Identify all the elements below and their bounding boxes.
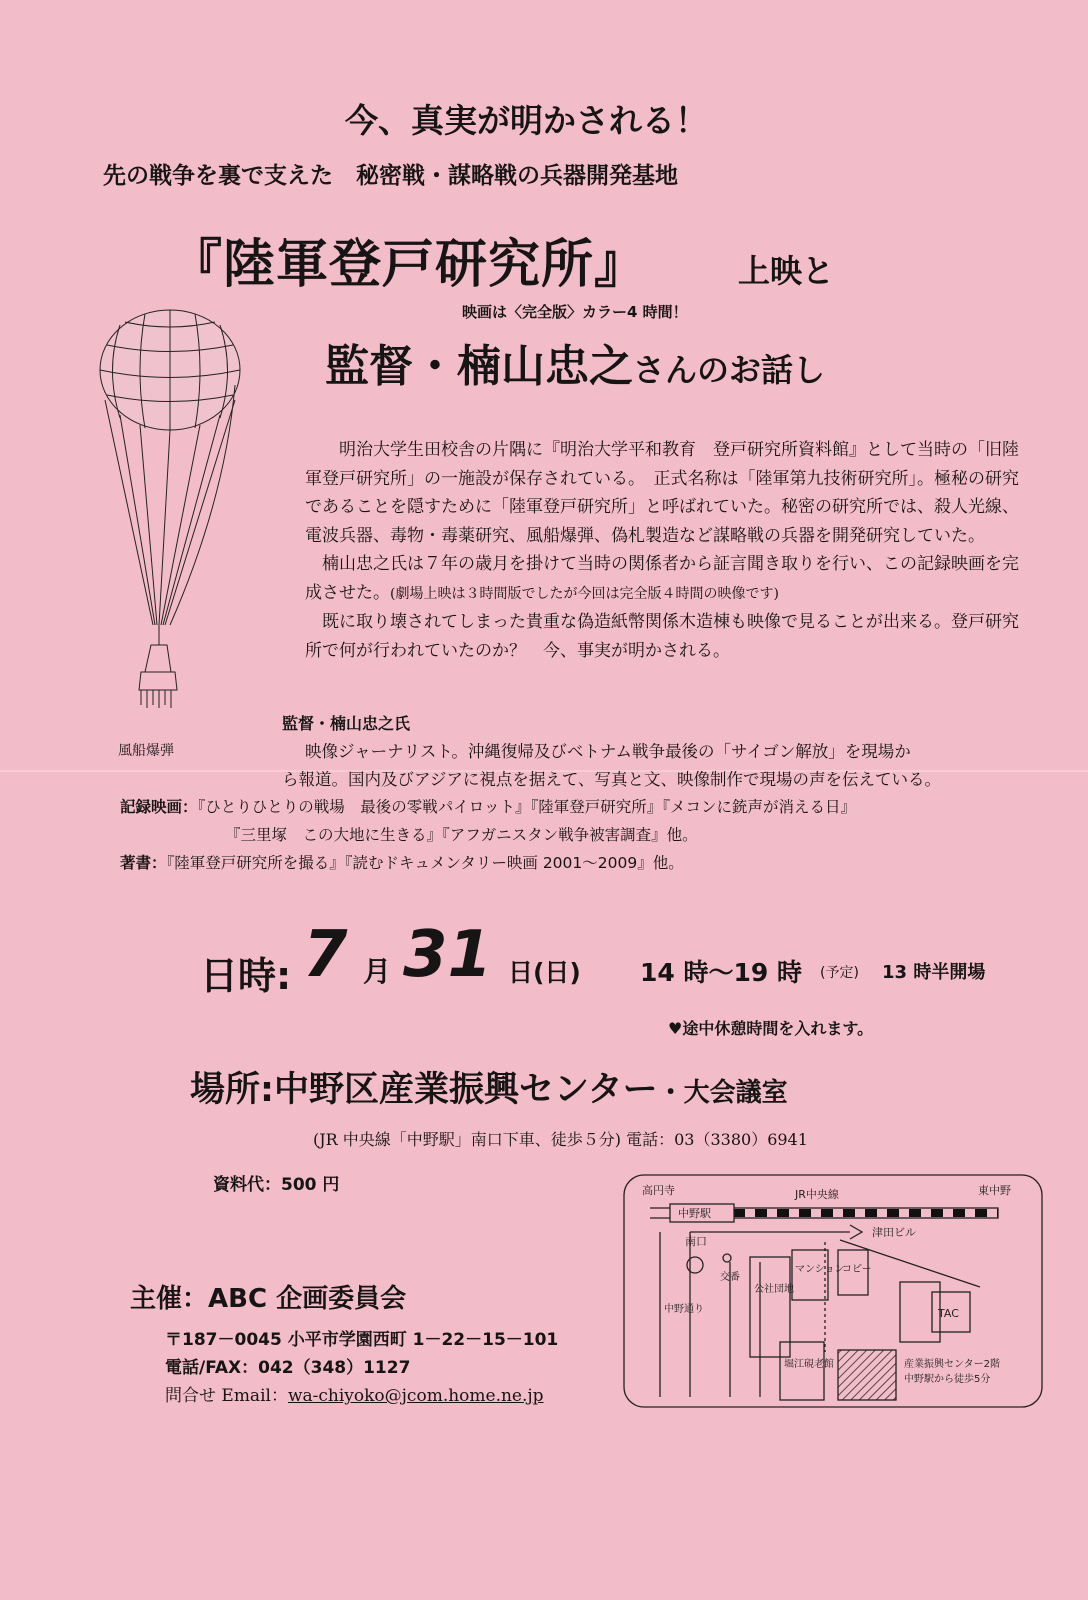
organizer-phone: 電話/FAX：042（348）1127: [165, 1358, 411, 1378]
director-bio-line2: ら報道。国内及びアジアに視点を据えて、写真と文、映像制作で現場の声を伝えている。: [282, 770, 942, 789]
map-tsuda-bldg: 津田ビル: [872, 1226, 916, 1239]
map-copy: コピー: [842, 1264, 872, 1275]
director-talk-name: 監督・楠山忠之: [325, 341, 633, 392]
map-jr-line: JR中央線: [795, 1188, 839, 1201]
venue-access: (JR 中央線「中野駅」南口下車、徒歩５分) 電話：03（3380）6941: [313, 1130, 808, 1149]
map-public-housing: 公社団地: [754, 1284, 794, 1295]
books-text: 『陸軍登戸研究所を撮る』『読むドキュメンタリー映画 2001～2009』他。: [166, 854, 684, 872]
access-map: [620, 1172, 1046, 1410]
date-day-unit: 日(日): [508, 958, 581, 987]
map-horie: 堀江硯老館: [784, 1359, 834, 1370]
balloon-caption: 風船爆弾: [118, 743, 174, 759]
films-label: 記録映画：: [120, 798, 198, 816]
map-mansion: マンション: [795, 1264, 845, 1275]
intro-paragraph-1: 明治大学生田校舎の片隅に『明治大学平和教育 登戸研究所資料館』として当時の「旧陸軍登戸研究所」の一施設が保存されている。 正式名称は「陸軍第九技術研究所」。極秘の研究であることを隠すために「陸軍登戸研究所」と呼ばれていた。秘密の研究所では、殺人光線、電波兵器、毒物・毒薬研究、風船爆弾、偽札製造など謀略戦の兵器を開発研究していた。: [305, 440, 1019, 546]
map-tac: TAC: [938, 1307, 959, 1320]
director-books: [120, 851, 684, 873]
map-nakano-station: 中野駅: [678, 1207, 711, 1220]
intro-paragraph-3: 既に取り壊されてしまった貴重な偽造紙幣関係木造棟も映像で見ることが出来る。登戸研究所で何が行われていたのか？ 今、事実が明かされる。: [305, 612, 1019, 661]
intro-paragraph-2: [305, 550, 1035, 608]
subheadline: 先の戦争を裏で支えた 秘密戦・謀略戦の兵器開発基地: [103, 163, 678, 189]
balloon-bomb-illustration: [85, 300, 265, 740]
event-time: 14 時～19 時: [640, 958, 802, 987]
books-label: 著書：: [120, 854, 167, 872]
time-tentative: (予定): [820, 965, 859, 981]
headline: 今、真実が明かされる！: [345, 101, 708, 140]
intro-body: [305, 436, 1035, 665]
director-talk-title: [325, 330, 825, 394]
venue: [190, 1062, 788, 1112]
map-center-note-1: 産業振興センター2階: [904, 1359, 1000, 1370]
intro-paragraph-2-note: (劇場上映は３時間版でしたが今回は完全版４時間の映像です): [390, 585, 779, 602]
organizer-contact: [165, 1381, 544, 1406]
date-label: 日時:: [200, 954, 292, 998]
break-note: ♥途中休憩時間を入れます。: [668, 1019, 874, 1038]
map-center-note-2: 中野駅から徒歩5分: [904, 1374, 991, 1385]
map-koenji: 高円寺: [642, 1184, 675, 1197]
date-month-unit: 月: [363, 955, 392, 988]
director-films: [120, 795, 856, 817]
map-nakano-dori: 中野通り: [664, 1304, 704, 1315]
venue-label: 場所:: [190, 1070, 274, 1110]
doors-open: 13 時半開場: [882, 962, 986, 983]
map-higashi-nakano: 東中野: [978, 1184, 1011, 1197]
director-heading: 監督・楠山忠之氏: [282, 714, 411, 733]
date-month: 7: [303, 918, 348, 992]
fee: 資料代：500 円: [213, 1175, 340, 1195]
director-talk-suffix: さんのお話し: [633, 351, 826, 389]
organizer-address: 〒187－0045 小平市学園西町 1－22－15－101: [165, 1330, 559, 1350]
map-koban: 交番: [720, 1272, 740, 1283]
organizer: 主催：ABC 企画委員会: [130, 1284, 407, 1314]
director-bio-line1: 映像ジャーナリスト。沖縄復帰及びベトナム戦争最後の「サイゴン解放」を現場か: [305, 742, 911, 761]
film-length-note: 映画は〈完全版〉カラー4 時間！: [462, 303, 688, 321]
date-day: 31: [403, 918, 493, 992]
email-link[interactable]: wa-chiyoko@jcom.home.ne.jp: [287, 1386, 544, 1406]
intro-paragraph-2-text: 楠山忠之氏は７年の歳月を掛けて当時の関係者から証言聞き取りを行い、この記録映画を完成させた。: [305, 554, 1019, 603]
film-title: 『陸軍登戸研究所』: [170, 235, 648, 295]
map-south-exit: 南口: [685, 1235, 707, 1248]
films-line2: 『三里塚 この大地に生きる』『アフガニスタン戦争被害調査』他。: [225, 826, 698, 844]
title-suffix: 上映と: [738, 252, 835, 290]
email-label: 問合せ Email：: [165, 1386, 288, 1406]
venue-room: ・大会議室: [657, 1078, 788, 1108]
films-line1: 『ひとりひとりの戦場 最後の零戦パイロット』『陸軍登戸研究所』『メコンに銃声が消える日』: [197, 798, 856, 816]
venue-name: 中野区産業振興センター: [274, 1070, 658, 1110]
